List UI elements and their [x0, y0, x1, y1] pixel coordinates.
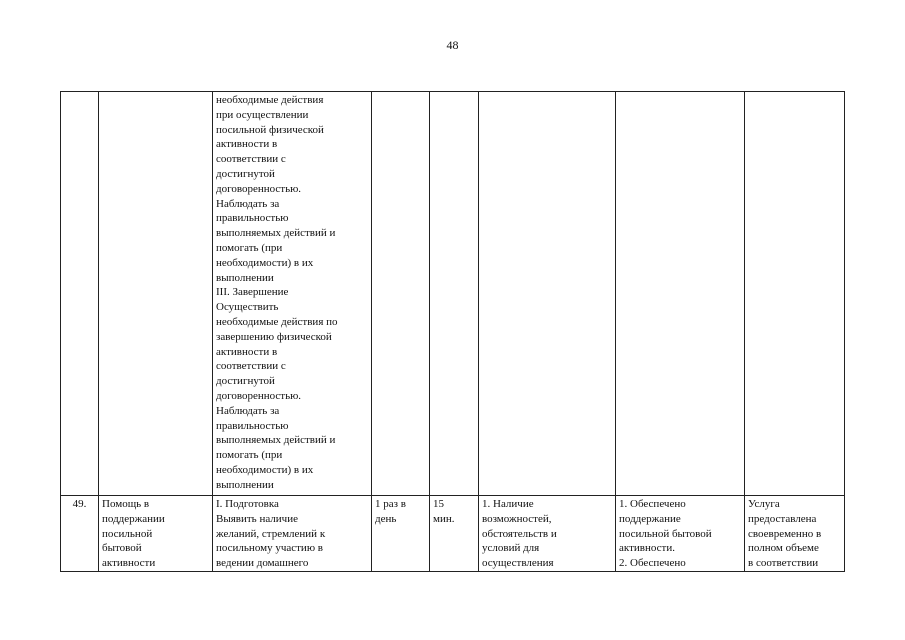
cell-number	[61, 92, 99, 496]
table-row-continuation	[61, 92, 845, 496]
cell-duration	[430, 92, 479, 496]
cell-results: 1. Обеспечено поддержание посильной бытовой активности. 2. Обеспечено	[616, 496, 745, 572]
cell-frequency: 1 раз в день	[372, 496, 430, 572]
cell-duration: 15 мин.	[430, 496, 479, 572]
cell-results	[616, 92, 745, 496]
cell-conditions: 1. Наличие возможностей, обстоятельств и условий для осуществления	[479, 496, 616, 572]
cell-actions: необходимые действия при осуществлении посильной физической активности в соответствии с достигнутой договоренностью. Наблюдать за правильностью выполняемых действий и помогать (при необходимости) в их выполнении III. Завершение Осуществить необходимые действия по завершению физической активности в соответствии с достигнутой договоренностью. Наблюдать за правильностью выполняемых действий и помогать (при необходимости) в их выполнении	[213, 92, 372, 496]
cell-frequency	[372, 92, 430, 496]
cell-number: 49.	[61, 496, 99, 572]
page-number: 48	[446, 38, 459, 52]
cell-service-name: Помощь в поддержании посильной бытовой активности	[99, 496, 213, 572]
table-row-49	[61, 496, 845, 572]
cell-actions: I. Подготовка Выявить наличие желаний, стремлений к посильному участию в ведении домашнего	[213, 496, 372, 572]
cell-evaluation	[745, 92, 845, 496]
cell-service-name	[99, 92, 213, 496]
cell-evaluation: Услуга предоставлена своевременно в полном объеме в соответствии	[745, 496, 845, 572]
cell-conditions	[479, 92, 616, 496]
services-table	[60, 91, 845, 572]
